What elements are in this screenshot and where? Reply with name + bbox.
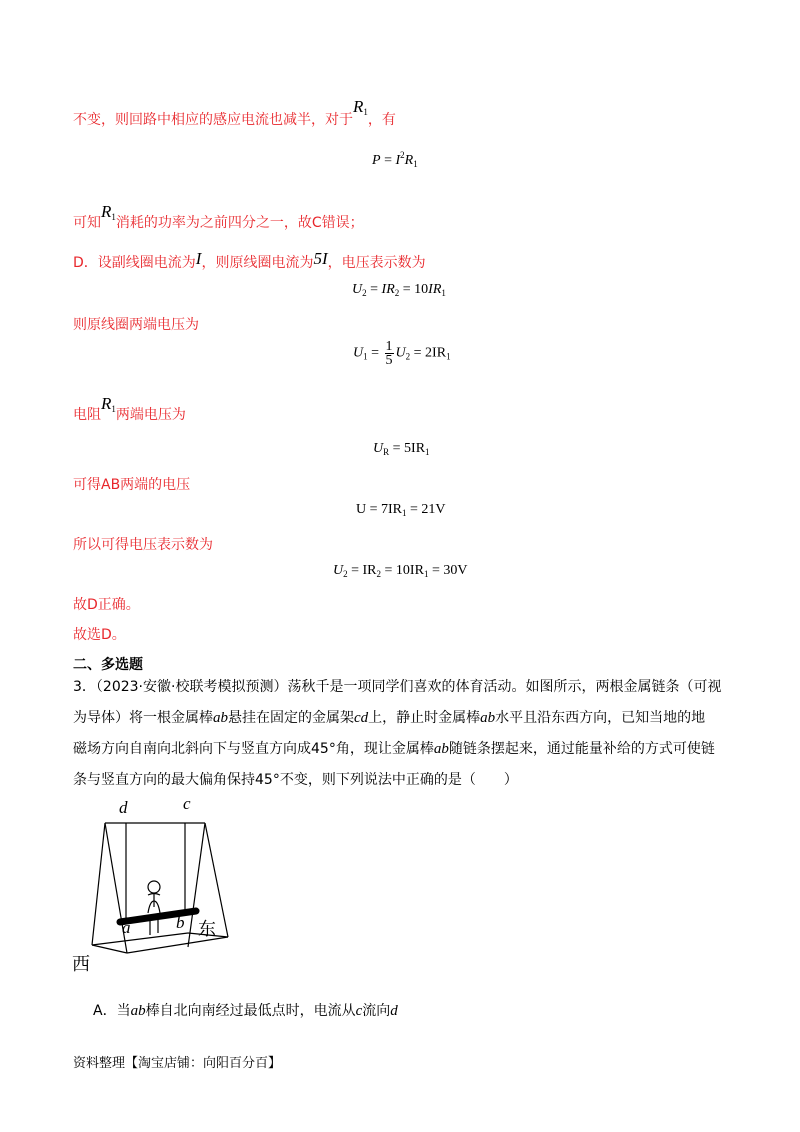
footer-text: 资料整理【淘宝店铺：向阳百分百】 [73,1056,282,1071]
equation-u2-final: $U_2 = IR_2 = 10IR_1 = 30V$ [333,563,468,579]
text-line-2: 可知$R_1$消耗的功率为之前四分之一，故C错误； [73,202,364,231]
text-line-3: D．设副线圈电流为I，则原线圈电流为5I，电压表示数为 [73,249,426,271]
text-line-5: 电阻$R_1$两端电压为 [73,394,186,423]
text-line-7: 所以可得电压表示数为 [73,537,213,553]
text-line-8: 故D正确。 [73,597,140,613]
option-a: A．当ab棒自北向南经过最低点时，电流从c流向d [93,1003,398,1019]
var-r1: $R_1$ [101,202,116,222]
equation-u1: $U_1$ = $\frac{1}{5}$ $U_2 = 2IR_1$ [353,339,451,368]
label-d: d [119,798,128,817]
label-west: 西 [72,954,90,975]
question-line-1: 3．（2023·安徽·校联考模拟预测）荡秋千是一项同学们喜欢的体育活动。如图所示，两根金属链条（可视 [73,679,722,695]
label-a: a [122,918,131,937]
var-r1: $R_1$ [353,97,368,117]
label-b: b [176,913,185,932]
question-line-3: 磁场方向自南向北斜向下与竖直方向成45°角，现让金属棒ab随链条摆起来，通过能量补给的方式可使链 [73,741,715,757]
question-line-4: 条与竖直方向的最大偏角保持45°不变，则下列说法中正确的是（ ） [73,772,518,788]
text-line-6: 可得AB两端的电压 [73,477,191,493]
text-line-1: 不变，则回路中相应的感应电流也减半，对于$R_1$，有 [73,97,396,128]
section-heading: 二、多选题 [73,657,143,673]
equation-u2: $U_2 = IR_2 = 10IR_1$ [352,282,446,298]
label-east: 东 [198,919,216,940]
equation-power: $P = I^2R_1$ [372,150,418,169]
text-line-4: 则原线圈两端电压为 [73,317,199,333]
swing-figure [70,795,250,975]
equation-uab: $U = 7IR_1 = 21V$ [356,502,446,518]
label-c: c [183,794,191,813]
question-line-2: 为导体）将一根金属棒ab悬挂在固定的金属架cd上，静止时金属棒ab水平且沿东西方向，已知当地的地 [73,710,706,726]
equation-ur: $U_R = 5IR_1$ [373,441,430,457]
text-line-9: 故选D。 [73,627,126,643]
